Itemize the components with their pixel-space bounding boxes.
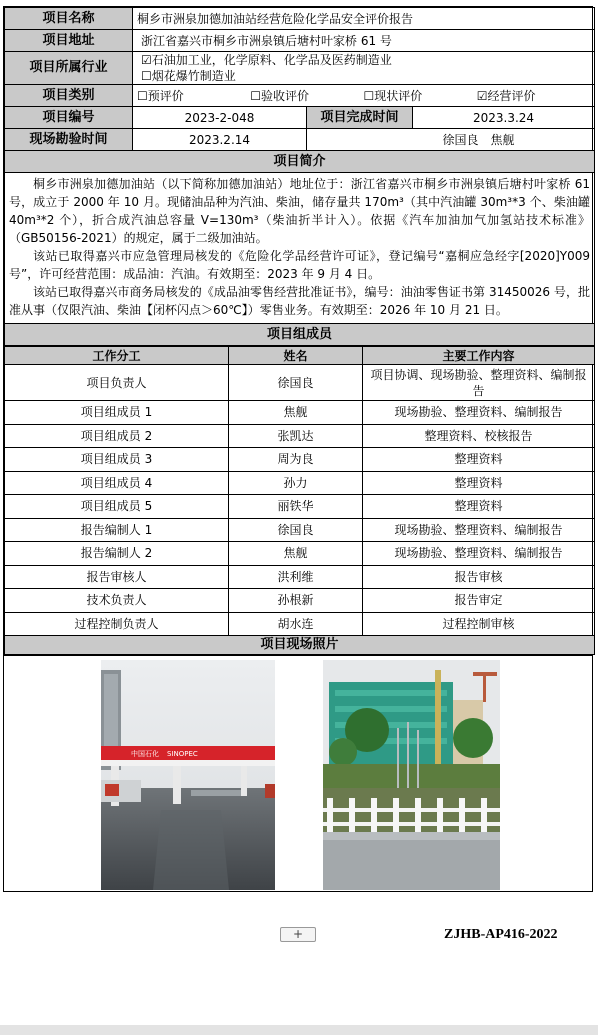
members-header-work: 主要工作内容	[363, 347, 595, 365]
member-work: 报告审定	[363, 589, 595, 613]
member-name: 洪利维	[229, 565, 363, 589]
member-work: 项目协调、现场勘验、整理资料、编制报告	[363, 365, 595, 401]
members-table	[4, 346, 595, 655]
member-work: 现场勘验、整理资料、编制报告	[363, 401, 595, 425]
member-role: 报告审核人	[5, 565, 229, 589]
industry-option-petroleum: ☑石油加工业，化学原料、化学品及医药制造业	[141, 53, 392, 67]
member-work: 整理资料	[363, 495, 595, 519]
member-row	[5, 589, 595, 613]
member-row	[5, 565, 595, 589]
member-work: 现场勘验、整理资料、编制报告	[363, 542, 595, 566]
site-photo-tanks	[323, 660, 500, 890]
member-work: 报告审核	[363, 565, 595, 589]
member-name: 张凯达	[229, 424, 363, 448]
intro-section-title: 项目简介	[5, 151, 595, 173]
member-role: 项目组成员 1	[5, 401, 229, 425]
member-row	[5, 365, 595, 401]
photos-section-title: 项目现场照片	[5, 636, 595, 655]
intro-paragraph-3: 该站已取得嘉兴市商务局核发的《成品油零售经营批准证书》，编号：油油零售证书第 31450026 号，批准从事（仅限汽油、柴油【闭杯闪点＞60℃】）零售业务。有效期至：2026 年 10 月 21 日。	[9, 285, 591, 317]
category-option-status: ☐现状评价	[363, 88, 423, 103]
members-header-role: 工作分工	[5, 347, 229, 365]
member-name: 徐国良	[229, 518, 363, 542]
member-role: 技术负责人	[5, 589, 229, 613]
member-name: 焦舰	[229, 401, 363, 425]
member-row	[5, 542, 595, 566]
project-name-label: 项目名称	[5, 8, 133, 30]
member-name: 孙力	[229, 471, 363, 495]
intro-paragraph-1: 桐乡市洲泉加德加油站（以下简称加德加油站）地址位于：浙江省嘉兴市桐乡市洲泉镇后塘村叶家桥 61 号，成立于 2000 年 10 月。现储油品种为汽油、柴油，储存量共 170m³（其中汽油罐 30m³*3 个、柴油罐 40m³*2 个），折合成汽油总容量 V=130m³（柴油折半计入）。依据《汽车加油加气加氢站技术标准》（GB50156-2021）的规定，属于二级加油站。	[9, 177, 591, 245]
members-rows	[5, 365, 595, 636]
member-work: 整理资料	[363, 448, 595, 472]
project-complete-label: 项目完成时间	[307, 107, 413, 129]
member-role: 过程控制负责人	[5, 612, 229, 636]
member-work: 整理资料	[363, 471, 595, 495]
category-option-acceptance: ☐验收评价	[250, 88, 310, 103]
document-code: ZJHB-AP416-2022	[444, 927, 558, 942]
canopy-brand-cn: 中国石化	[131, 750, 159, 758]
surveyors-value: 徐国良 焦舰	[307, 129, 595, 151]
intro-body	[5, 173, 595, 324]
member-row	[5, 518, 595, 542]
member-row	[5, 424, 595, 448]
project-category-options	[133, 85, 595, 107]
member-role: 报告编制人 2	[5, 542, 229, 566]
member-work: 过程控制审核	[363, 612, 595, 636]
photos-area	[4, 655, 592, 891]
member-role: 项目组成员 4	[5, 471, 229, 495]
project-address-value: 浙江省嘉兴市桐乡市洲泉镇后塘村叶家桥 61 号	[133, 30, 595, 52]
bottom-scroll-bar	[0, 1025, 598, 1035]
member-role: 项目组成员 5	[5, 495, 229, 519]
member-name: 徐国良	[229, 365, 363, 401]
project-number-label: 项目编号	[5, 107, 133, 129]
category-option-pre: ☐预评价	[137, 88, 184, 103]
member-row	[5, 471, 595, 495]
project-industry-label: 项目所属行业	[5, 52, 133, 85]
project-number-value: 2023-2-048	[133, 107, 307, 129]
member-row	[5, 495, 595, 519]
canopy-brand-en: SINOPEC	[167, 750, 198, 758]
member-role: 报告编制人 1	[5, 518, 229, 542]
members-section-title: 项目组成员	[5, 324, 595, 346]
gas-station-canopy-image	[101, 660, 275, 890]
category-option-operation: ☑经营评价	[476, 88, 536, 103]
industry-option-fireworks: ☐烟花爆竹制造业	[141, 69, 236, 83]
member-row	[5, 612, 595, 636]
member-role: 项目负责人	[5, 365, 229, 401]
tank-area-image	[323, 660, 500, 890]
survey-time-value: 2023.2.14	[133, 129, 307, 151]
project-info-table	[4, 7, 595, 346]
expand-button[interactable]: +	[280, 927, 316, 942]
member-name: 孙根新	[229, 589, 363, 613]
site-photo-canopy	[101, 660, 275, 890]
project-industry-value	[133, 52, 595, 85]
member-work: 现场勘验、整理资料、编制报告	[363, 518, 595, 542]
project-complete-value: 2023.3.24	[413, 107, 595, 129]
member-work: 整理资料、校核报告	[363, 424, 595, 448]
member-name: 周为良	[229, 448, 363, 472]
member-name: 丽铁华	[229, 495, 363, 519]
survey-time-label: 现场勘验时间	[5, 129, 133, 151]
member-role: 项目组成员 2	[5, 424, 229, 448]
evaluation-form	[3, 6, 593, 892]
intro-paragraph-2: 该站已取得嘉兴市应急管理局核发的《危险化学品经营许可证》，登记编号“嘉桐应急经字[2020]Y009 号”，许可经营范围：成品油：汽油。有效期至：2023 年 9 月 4 日。	[9, 249, 591, 281]
members-header-name: 姓名	[229, 347, 363, 365]
member-row	[5, 401, 595, 425]
project-category-label: 项目类别	[5, 85, 133, 107]
member-row	[5, 448, 595, 472]
member-role: 项目组成员 3	[5, 448, 229, 472]
project-name-value: 桐乡市洲泉加德加油站经营危险化学品安全评价报告	[133, 8, 595, 30]
project-address-label: 项目地址	[5, 30, 133, 52]
member-name: 焦舰	[229, 542, 363, 566]
member-name: 胡水连	[229, 612, 363, 636]
